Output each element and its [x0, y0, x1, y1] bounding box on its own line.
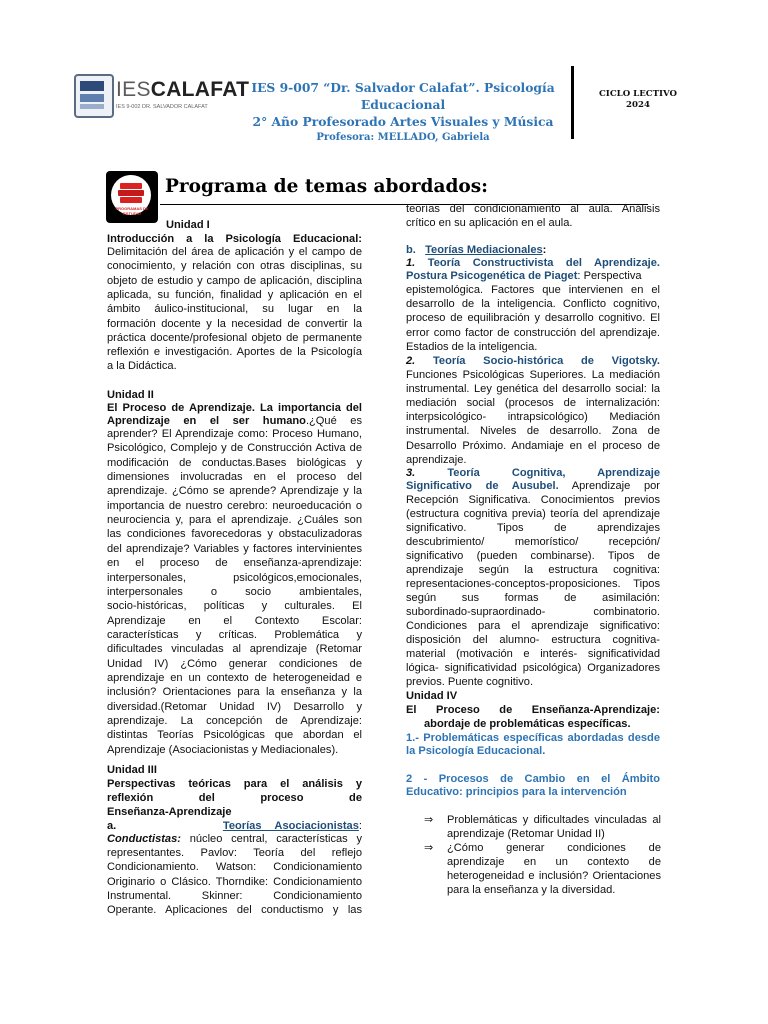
theory-1-text-line: error como factor de construcción del aprendizaje. — [406, 326, 660, 339]
unit-3-text-line: Operante. Aplicaciones del conductismo y las — [107, 904, 362, 917]
bullet-2-text-line: aprendizaje en un contexto de — [447, 856, 661, 868]
unit-4-title-line2: abordaje de problemáticas específicas. — [424, 718, 631, 730]
unit-2-text-line: diversidad.(Retomar Unidad IV) Desarrollo y — [107, 700, 362, 713]
theory-3-text-line: representaciones-conceptos-proposiciones. Tipos — [406, 578, 660, 590]
theory-2-text-line: interpsicológico- intrapsicológico) Mediación — [406, 411, 660, 424]
header-institution: IES 9-007 “Dr. Salvador Calafat”. Psicología Educacional — [251, 80, 555, 112]
unit-1-text-line: reflexión e investigación. Aportes de la Psicología — [107, 346, 362, 359]
unit-4-title: El Proceso de Enseñanza-Aprendizaje: — [406, 704, 660, 716]
unit-2-text-line: aprendizaje. ¿Cómo se aprende? Aprendizaje y la — [107, 485, 362, 498]
unit-2-heading: Unidad II — [107, 389, 154, 401]
unit-2-title: El Proceso de Aprendizaje. La importancia del — [107, 402, 362, 414]
unit-1-text-line: formación docente y la necesidad de convertir la — [107, 317, 362, 330]
unit-4-point-2-line2: Educativo: principios para la intervención — [406, 786, 627, 798]
unit-2-text-line: modificación de conductas.Bases biológicas y — [107, 456, 362, 469]
theory-2-text-line: aprendizaje. — [406, 453, 467, 466]
unit-1-text-line: práctica docente/profesional objeto de permanente — [107, 331, 362, 344]
theory-3-text-line: previos. Puente cognitivo. — [406, 676, 534, 688]
unit-1-title: Introducción a la Psicología Educacional: — [107, 233, 362, 245]
ciclo-year: 2024 — [626, 100, 650, 110]
bullet-2-text-line: para la enseñanza y la diversidad. — [447, 884, 616, 896]
bullet-arrow-icon: ⇒ — [424, 814, 434, 826]
bullet-1-text-line: aprendizaje (Retomar Unidad II) — [447, 828, 605, 840]
teorias-mediacionales-heading: b. Teorías Mediacionales: — [406, 244, 547, 256]
theory-3-text-line: Condiciones para el aprendizaje significativo: — [406, 620, 660, 632]
theory-1-text-line: desarrollo de la inteligencia. Conflicto cognitivo, — [406, 298, 660, 311]
ciclo-lectivo — [598, 89, 678, 111]
unit-2-text-line: aprender? El Aprendizaje como: Proceso Humano, — [107, 428, 362, 440]
unit-2-title-line2: Aprendizaje en el ser humano.¿Qué es — [107, 415, 362, 427]
unit-2-text-line: Aprendizaje en el Contexto Escolar: — [107, 614, 362, 627]
teorias-asociacionistas-heading: a. Teorías Asociacionistas: — [107, 820, 362, 832]
theory-3-text-line: Recepción Significativa. Conocimientos previos — [406, 494, 660, 506]
unit-3-text-line: representantes. Pavlov: Teoría del reflejo — [107, 847, 362, 859]
theory-1-text-line: Estadios de la inteligencia. — [406, 340, 538, 353]
unit-2-text-line: dimensiones involucradas en el proceso del — [107, 471, 362, 484]
unit-2-text-line: socio-históricas, políticas y culturales. El — [107, 600, 362, 613]
theory-2-text-line: Funciones Psicológicas Superiores. La mediación — [406, 369, 660, 381]
icon-caption: PROGRAMAS DE ESTUDIO — [115, 206, 149, 216]
theory-1-text-line: proceso de equilibración y desarrollo cognitivo. El — [406, 312, 660, 325]
unit-2-text-line: dificultades vinculadas al aprendizaje (Retomar — [107, 643, 362, 656]
ciclo-label: CICLO LECTIVO — [598, 89, 678, 99]
page-title: Programa de temas abordados: — [165, 176, 489, 197]
theory-3-text-line: material (motivación e interés- significatividad — [406, 648, 660, 660]
unit-2-text-line: inclusión? Orientaciones para la enseñanza y la — [107, 686, 362, 699]
unit-2-text-line: del aprendizaje? Variables y factores intervinientes — [107, 542, 362, 555]
unit-4-point-1-line2: la Psicología Educacional. — [406, 745, 546, 757]
unit-3-heading: Unidad III — [107, 764, 157, 776]
theory-3-text-line: según sus formas de asimilación: — [406, 592, 660, 604]
unit-1-text-line: conocimiento, y relación con otras disciplinas, su — [107, 260, 362, 273]
unit-2-text-line: distintas Teorías Psicológicas que abordan el — [107, 729, 362, 742]
theory-3-text-line: subordinado-supraordinado- combinatorio. — [406, 606, 660, 618]
unit-4-point-2: 2 - Procesos de Cambio en el Ámbito — [406, 773, 660, 785]
bullet-2-text-line: ¿Cómo generar condiciones de — [447, 842, 661, 854]
unit-2-text-line: importancia de nuestro cerebro: neuroeducación o — [107, 499, 362, 512]
theory-2-text-line: Desarrollo Próximo. Andamiaje en el proceso de — [406, 439, 660, 452]
unit-2-text-line: aprendizaje en un contexto de heterogeneidad e — [107, 671, 362, 684]
logo-wordmark: IESCALAFAT — [116, 78, 250, 101]
unit-3-title-line: Perspectivas teóricas para el análisis y — [107, 778, 362, 790]
theory-3-text-line: significativo. Tipos de aprendizajes — [406, 522, 660, 534]
header-divider — [571, 66, 574, 139]
theory-3-text-line: aprendizaje según la estructura cognitiva: — [406, 564, 660, 576]
theory-1-title: 1. Teoría Constructivista del Aprendizaje. — [406, 257, 660, 269]
unit-3-text-line: Originario o Clásico. Thorndike: Condicionamiento — [107, 875, 362, 888]
theory-3-text-line: (estructura cognitiva previa) teoría del aprendizaje — [406, 508, 660, 520]
iescalafat-logo — [74, 74, 250, 118]
theory-2-text-line: mediación social (procesos de internalización: — [406, 397, 660, 410]
header-teacher: Profesora: MELLADO, Gabriela — [316, 132, 490, 143]
unit-4-point-1: 1.- Problemáticas específicas abordadas desde — [406, 732, 660, 744]
unit-2-text-line: Psicológico, Complejo y de Construcción Activa de — [107, 442, 362, 455]
unit-1-text-line: objeto de estudio y campo de aplicación, disciplina — [107, 274, 362, 287]
theory-3-text-line: lógica- significatividad psicológica) Organizadores — [406, 662, 660, 674]
unit-2-text-line: Unidad IV) ¿Cómo generar condiciones de — [107, 657, 362, 670]
theory-3-text-line: disposición del alumno- estructura cognitiva- — [406, 634, 660, 646]
unit-1-text-line: aplicada, su función, finalidad y aplicación en el — [107, 288, 362, 301]
unit-3-title-line: reflexión del proceso de — [107, 792, 362, 804]
books-icon — [106, 171, 158, 223]
unit-3-title-line: Enseñanza-Aprendizaje — [107, 806, 232, 818]
unit-4-heading: Unidad IV — [406, 690, 458, 702]
unit-2-text-line: aprendizaje. La concepción de Aprendizaje: — [107, 715, 362, 727]
unit-3-text-line: Condicionamiento. Watson: Condicionamiento — [107, 861, 362, 874]
unit-2-text-line: neurociencia y, para el aprendizaje. ¿Cuáles son — [107, 514, 362, 527]
bullet-1-text-line: Problemáticas y dificultades vinculadas al — [447, 814, 661, 826]
theory-3-subtitle: Significativo de Ausubel. Aprendizaje por — [406, 480, 660, 492]
theory-2-text-line: instrumental. Niveles de desarrollo. Zona de — [406, 425, 660, 438]
bullet-arrow-icon: ⇒ — [424, 842, 434, 854]
unit-1-text-line: ámbito áulico-institucional, su lugar en la — [107, 303, 362, 316]
theory-3-title: 3. Teoría Cognitiva, Aprendizaje — [406, 467, 660, 479]
unit-2-text-line: Aprendizaje (Asociacionistas y Mediacionales). — [107, 743, 339, 756]
theory-2-text-line: instrumental. Ley genética del desarrollo social: la — [406, 383, 660, 396]
unit-2-text-line: interpersonales, psicológicos,emocionales, — [107, 571, 362, 584]
unit-2-text-line: en el proceso de enseñanza-aprendizaje: — [107, 557, 362, 570]
unit-1-text-line: a la Didáctica. — [107, 360, 177, 373]
header-course: 2° Año Profesorado Artes Visuales y Música — [252, 114, 554, 129]
theory-1-text-line: epistemológica. Factores que intervienen en el — [406, 284, 660, 296]
theory-3-text-line: descubrimiento/ memorístico/ recepción/ — [406, 536, 660, 548]
unit-2-text-line: interpersonales o socio ambientales, — [107, 585, 362, 598]
theory-2-title: 2. Teoría Socio-histórica de Vigotsky. — [406, 355, 660, 367]
logo-subtitle: IES 9-002 DR. SALVADOR CALAFAT — [116, 104, 208, 110]
unit-1-heading: Unidad I — [166, 219, 210, 231]
school-badge-icon — [74, 74, 114, 118]
unit-2-text-line: las condiciones favorecedoras y obstaculizadoras — [107, 528, 362, 541]
conductistas-line: Conductistas: núcleo central, características y — [107, 833, 362, 845]
bullet-2-text-line: heterogeneidad e inclusión? Orientaciones — [447, 870, 661, 882]
continuation-text-line: teorías del condicionamiento al aula. Análisis — [406, 203, 660, 215]
unit-2-text-line: características y críticas. Problemática y — [107, 628, 362, 641]
theory-1-subtitle: Postura Psicogenética de Piaget: Perspectiva — [406, 270, 642, 282]
document-header — [236, 79, 570, 145]
continuation-text-line: crítico en su aplicación en el aula. — [406, 217, 573, 229]
theory-3-text-line: significativo (pueden combinarse). Tipos de — [406, 550, 660, 562]
unit-1-text-line: Delimitación del área de aplicación y el campo de — [107, 246, 362, 258]
unit-3-text-line: Instrumental. Skinner: Condicionamiento — [107, 889, 362, 902]
